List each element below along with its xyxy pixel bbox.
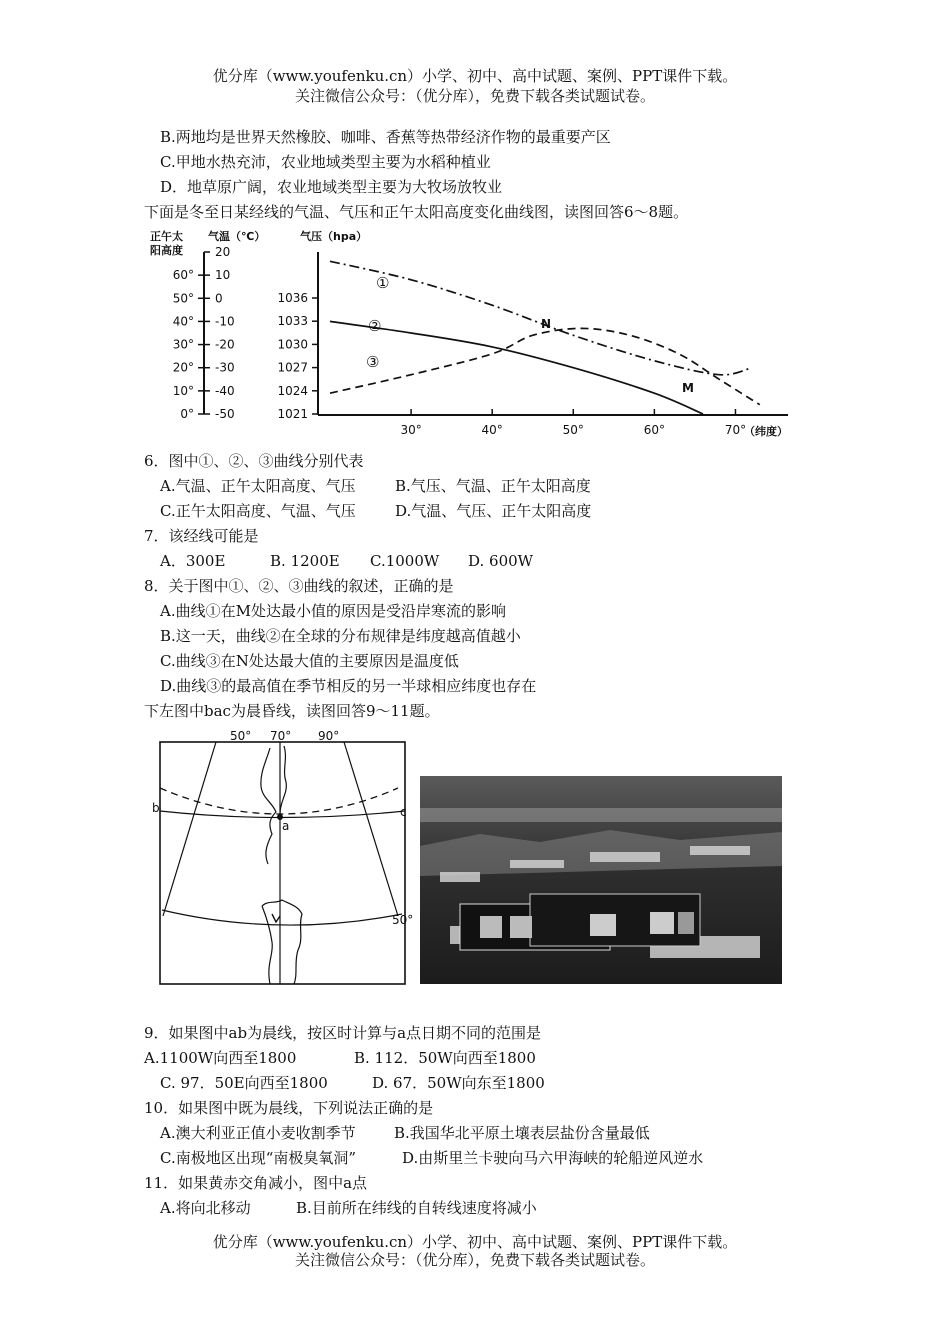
pressure-axis-label: 气压（hpa） <box>300 230 368 243</box>
q8-stem: 8．关于图中①、②、③曲线的叙述，正确的是 <box>144 577 454 595</box>
terminator-map <box>148 728 414 988</box>
series-2-line <box>330 321 703 414</box>
q7-option-b: B. 1200E <box>270 552 340 570</box>
intro-6-8: 下面是冬至日某经线的气温、气压和正午太阳高度变化曲线图，读图回答6～8题。 <box>144 203 689 221</box>
pressure-tick-label: 1027 <box>277 360 308 375</box>
pressure-tick-label: 1024 <box>277 383 308 398</box>
lat-label-50: 50° <box>392 913 414 927</box>
q6-option-d: D.气温、气压、正午太阳高度 <box>395 502 592 520</box>
q6-option-a: A.气温、正午太阳高度、气压 <box>160 477 356 495</box>
pressure-tick-label: 1036 <box>277 291 308 305</box>
q7-stem: 7．该经线可能是 <box>144 527 259 545</box>
point-b-label: b <box>152 801 160 815</box>
q6-option-b: B.气压、气温、正午太阳高度 <box>395 477 591 495</box>
q8-option-c: C.曲线③在N处达最大值的主要原因是温度低 <box>160 652 459 670</box>
prev-option-b: B.两地均是世界天然橡胶、咖啡、香蕉等热带经济作物的最重要产区 <box>160 128 611 146</box>
temperature-tick-label: 20 <box>215 245 231 259</box>
temperature-tick-label: -10 <box>215 314 235 329</box>
sun-height-tick-label: 40° <box>172 314 194 329</box>
q6-stem: 6．图中①、②、③曲线分别代表 <box>144 452 364 470</box>
q7-option-a: A．300E <box>160 552 226 570</box>
sun-height-tick-label: 20° <box>172 360 194 375</box>
q11-option-b: B.目前所在纬线的自转线速度将减小 <box>296 1199 537 1217</box>
x-tick-label: 70° <box>724 423 747 437</box>
temperature-axis-label: 气温（℃） <box>208 230 266 243</box>
q6-option-c: C.正午太阳高度、气温、气压 <box>160 502 356 520</box>
x-tick-label: 40° <box>481 423 503 437</box>
point-c-label: c <box>400 805 407 819</box>
series-3-marker: ③ <box>366 353 380 371</box>
temperature-tick-label: -50 <box>215 407 235 421</box>
x-tick-label: 30° <box>400 423 422 437</box>
temperature-tick-label: -30 <box>215 360 235 375</box>
q8-option-d: D.曲线③的最高值在季节相反的另一半球相应纬度也存在 <box>160 677 537 695</box>
prev-option-d: D．地草原广阔，农业地域类型主要为大牧场放牧业 <box>160 178 503 196</box>
q9-option-d: D. 67．50W向东至1800 <box>372 1074 545 1092</box>
sun-height-axis-label-2: 阳高度 <box>150 244 183 257</box>
annotation-m: M <box>682 381 694 395</box>
photo-horizon-band <box>420 808 782 822</box>
pressure-tick-label: 1030 <box>277 337 308 352</box>
q10-option-a: A.澳大利亚正值小麦收割季节 <box>160 1124 356 1142</box>
temperature-tick-label: -40 <box>215 383 235 398</box>
sun-height-axis-label-1: 正午太 <box>150 230 183 243</box>
x-axis-label: （纬度） <box>744 425 788 438</box>
q8-option-b: B.这一天，曲线②在全球的分布规律是纬度越高值越小 <box>160 627 521 645</box>
pressure-tick-label: 1021 <box>277 407 308 421</box>
temperature-tick-label: 0 <box>215 291 223 306</box>
q10-option-c: C.南极地区出现“南极臭氧洞” <box>160 1149 357 1167</box>
point-a-label: a <box>282 819 290 833</box>
series-3-line <box>330 328 760 404</box>
x-tick-label: 60° <box>643 423 666 437</box>
page-footer-line1: 优分库（www.youfenku.cn）小学、初中、高中试题、案例、PPT课件下载。 <box>212 1233 738 1251</box>
landscape-photo <box>420 776 782 984</box>
sun-height-tick-label: 10° <box>172 383 194 398</box>
q8-option-a: A.曲线①在M处达最小值的原因是受沿岸寒流的影响 <box>160 602 506 620</box>
sun-height-tick-label: 0° <box>180 407 194 421</box>
series-1-marker: ① <box>376 274 390 292</box>
temperature-tick-label: 10 <box>215 268 231 283</box>
lon-label-70: 70° <box>270 729 292 743</box>
sun-height-tick-label: 60° <box>172 268 194 283</box>
series-2-marker: ② <box>368 317 382 335</box>
map-frame <box>160 742 405 984</box>
q10-option-b: B.我国华北平原土壤表层盐份含量最低 <box>394 1124 650 1142</box>
climate-line-chart <box>148 226 798 442</box>
prev-option-c: C.甲地水热充沛，农业地域类型主要为水稻种植业 <box>160 153 491 171</box>
q11-option-a: A.将向北移动 <box>160 1199 251 1217</box>
x-tick-label: 50° <box>562 423 584 437</box>
lon-label-50: 50° <box>230 729 252 743</box>
intro-9-11: 下左图中bac为晨昏线，读图回答9～11题。 <box>144 702 440 720</box>
q11-stem: 11．如果黄赤交角减小，图中a点 <box>144 1174 368 1192</box>
pressure-tick-label: 1033 <box>277 314 308 329</box>
q7-option-c: C.1000W <box>370 552 440 570</box>
q10-stem: 10．如果图中既为晨线，下列说法正确的是 <box>144 1099 434 1117</box>
q9-option-c: C. 97．50E向西至1800 <box>160 1074 328 1092</box>
annotation-n: N <box>541 317 552 331</box>
q10-option-d: D.由斯里兰卡驶向马六甲海峡的轮船逆风逆水 <box>402 1149 704 1167</box>
temperature-tick-label: -20 <box>215 337 235 352</box>
q9-option-b: B. 112．50W向西至1800 <box>354 1049 536 1067</box>
q9-stem: 9．如果图中ab为晨线，按区时计算与a点日期不同的范围是 <box>144 1024 542 1042</box>
lon-label-90: 90° <box>318 729 340 743</box>
page-footer-line2: 关注微信公众号：（优分库），免费下载各类试题试卷。 <box>294 1251 655 1269</box>
q7-option-d: D. 600W <box>468 552 534 570</box>
page-header-line2: 关注微信公众号：（优分库），免费下载各类试题试卷。 <box>294 87 655 105</box>
sun-height-tick-label: 50° <box>172 291 194 306</box>
page-header-line1: 优分库（www.youfenku.cn）小学、初中、高中试题、案例、PPT课件下载。 <box>212 67 738 85</box>
sun-height-tick-label: 30° <box>172 337 194 352</box>
q9-option-a: A.1100W向西至1800 <box>144 1049 297 1067</box>
